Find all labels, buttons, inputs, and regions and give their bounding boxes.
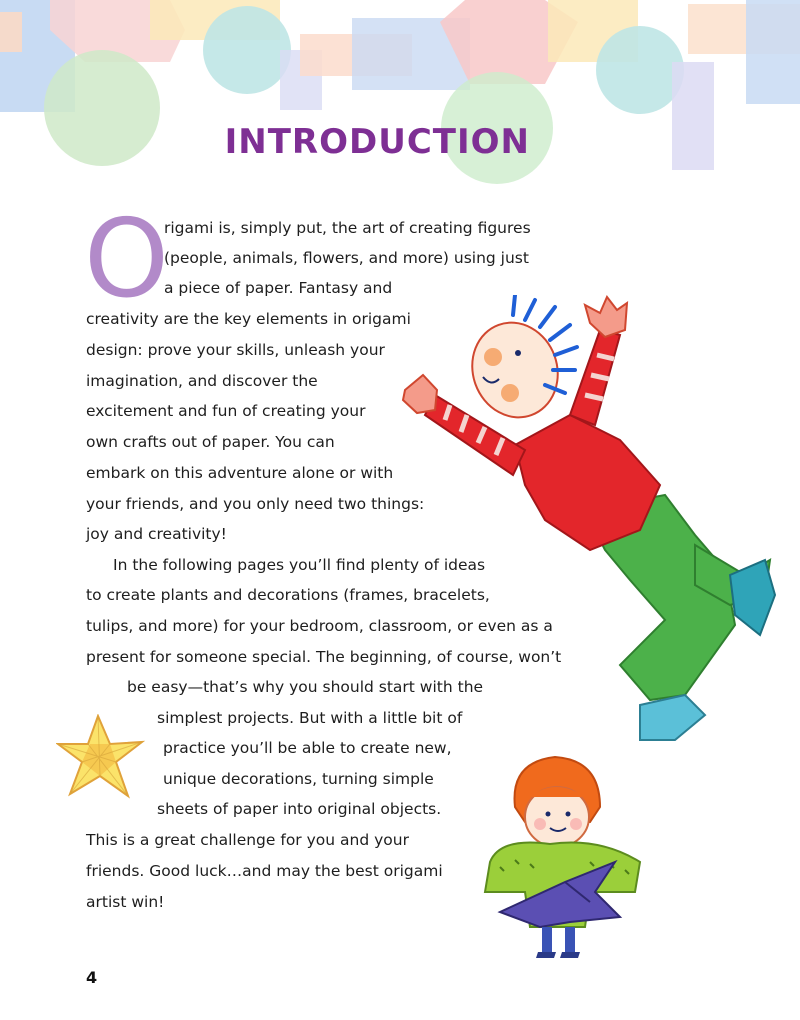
- body-line: In the following pages you’ll find plenty of ideas: [113, 556, 486, 574]
- body-line: practice you’ll be able to create new,: [163, 739, 452, 757]
- body-line: design: prove your skills, unleash your: [86, 341, 385, 359]
- body-line: to create plants and decorations (frames, bracelets,: [86, 586, 490, 604]
- body-line: embark on this adventure alone or with: [86, 464, 394, 482]
- drop-cap: O: [84, 197, 170, 322]
- body-line: sheets of paper into original objects.: [157, 800, 442, 818]
- body-line: joy and creativity!: [86, 525, 227, 543]
- jumping-boy-illustration: [395, 295, 795, 775]
- body-line: artist win!: [86, 893, 165, 911]
- body-line: This is a great challenge for you and your: [86, 831, 409, 849]
- girl-with-origami-bird-illustration: [470, 752, 650, 962]
- body-line: unique decorations, turning simple: [163, 770, 434, 788]
- body-line: tulips, and more) for your bedroom, classroom, or even as a: [86, 617, 553, 635]
- body-line: friends. Good luck…and may the best origami: [86, 862, 443, 880]
- page-number: 4: [86, 968, 98, 987]
- body-line: present for someone special. The beginning, of course, won’t: [86, 648, 562, 666]
- page-title: INTRODUCTION: [224, 122, 530, 162]
- header-decoration: [0, 0, 800, 200]
- body-line: (people, animals, flowers, and more) using just: [164, 249, 529, 267]
- body-line: own crafts out of paper. You can: [86, 433, 335, 451]
- body-line: excitement and fun of creating your: [86, 402, 366, 420]
- body-line: simplest projects. But with a little bit of: [157, 709, 463, 727]
- body-line: creativity are the key elements in origami: [86, 310, 411, 328]
- body-line: be easy—that’s why you should start with the: [127, 678, 484, 696]
- body-line: imagination, and discover the: [86, 372, 318, 390]
- star-illustration: [56, 714, 146, 804]
- body-line: a piece of paper. Fantasy and: [164, 279, 393, 297]
- body-line: rigami is, simply put, the art of creating figures: [164, 219, 531, 237]
- body-line: your friends, and you only need two things:: [86, 495, 425, 513]
